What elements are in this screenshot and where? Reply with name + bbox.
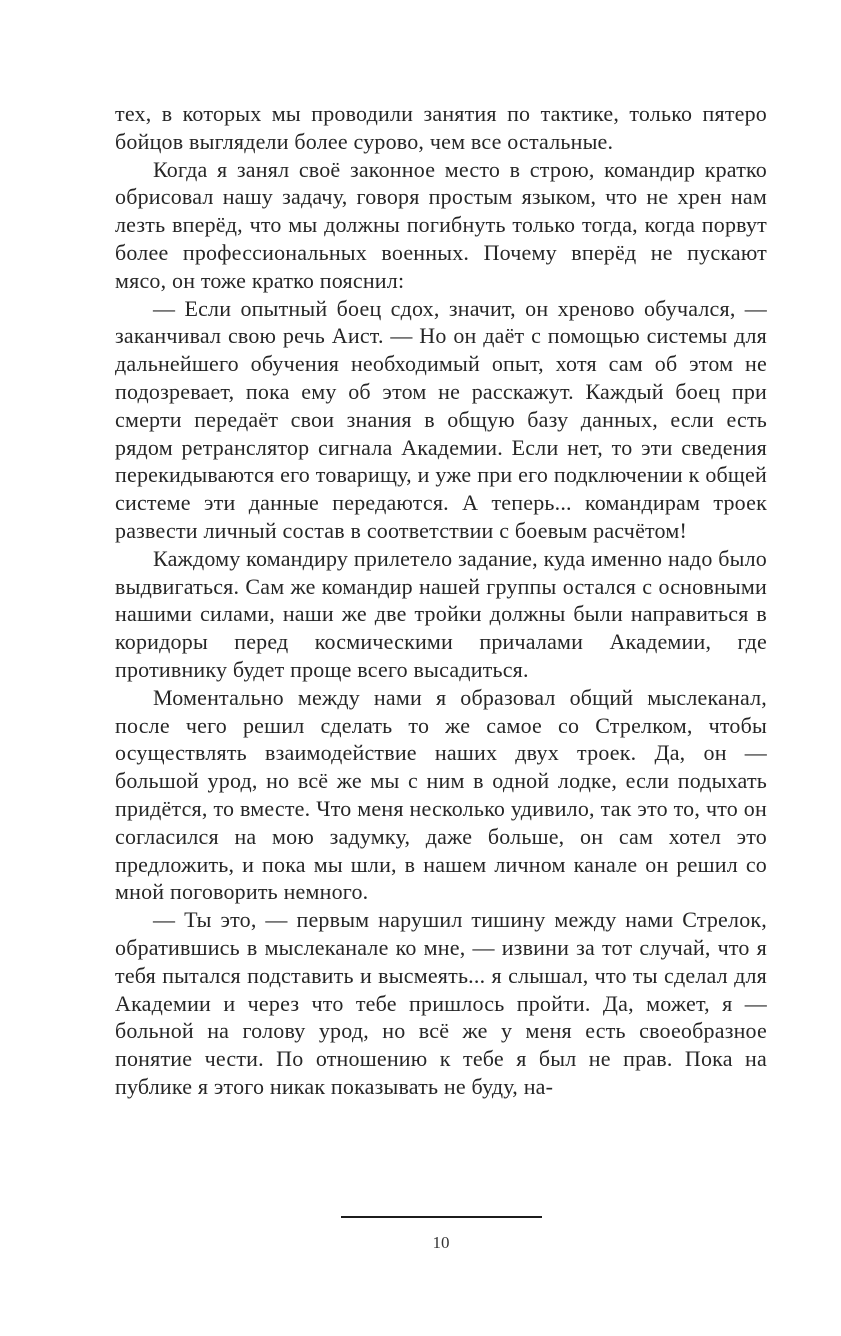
paragraph: — Если опытный боец сдох, значит, он хреново обучался, — заканчивал свою речь Аист. — Но он даёт с помощью системы для дальнейшего обучения необходимый опыт, хотя сам об этом не подозревает, пока ему об этом не расскажут. Каждый боец при смерти передаёт свои знания в общую базу данных, если есть рядом ретранслятор сигнала Академии. Если нет, то эти сведения перекидываются его товарищу, и уже при его подключении к общей системе эти данные передаются. А теперь... командирам троек развести личный состав в соответствии с боевым расчётом! [115,295,767,543]
paragraph: тех, в которых мы проводили занятия по тактике, только пятеро бойцов выглядели более сурово, чем все остальные. [115,101,767,154]
page-number: 10 [432,1233,450,1252]
page-text-block [115,100,767,1101]
paragraph: Каждому командиру прилетело задание, куда именно надо было выдвигаться. Сам же командир нашей группы остался с основными нашими силами, наши же две тройки должны были направиться в коридоры перед космическими причалами Академии, где противнику будет проще всего высадиться. [115,545,767,682]
paragraph: Моментально между нами я образовал общий мыслеканал, после чего решил сделать то же самое со Стрелком, чтобы осуществлять взаимодействие наших двух троек. Да, он — большой урод, но всё же мы с ним в одной лодке, если подыхать придётся, то вместе. Что меня несколько удивило, так это то, что он согласился на мою задумку, даже больше, он сам хотел это предложить, и пока мы шли, в нашем личном канале он решил со мной поговорить немного. [115,684,767,905]
paragraph: Когда я занял своё законное место в строю, командир кратко обрисовал нашу задачу, говоря простым языком, что не хрен нам лезть вперёд, что мы должны погибнуть только тогда, когда порвут более профессиональных военных. Почему вперёд не пускают мясо, он тоже кратко пояснил: [115,156,767,293]
page-footer [115,1208,767,1253]
footer-divider [341,1216,542,1218]
paragraph: — Ты это, — первым нарушил тишину между нами Стрелок, обратившись в мыслеканале ко мне, — извини за тот случай, что я тебя пытался подставить и высмеять... я слышал, что ты сделал для Академии и через что тебе пришлось пройти. Да, может, я — больной на голову урод, но всё же у меня есть своеобразное понятие чести. По отношению к тебе я был не прав. Пока на публике я этого никак показывать не буду, на- [115,907,767,1099]
